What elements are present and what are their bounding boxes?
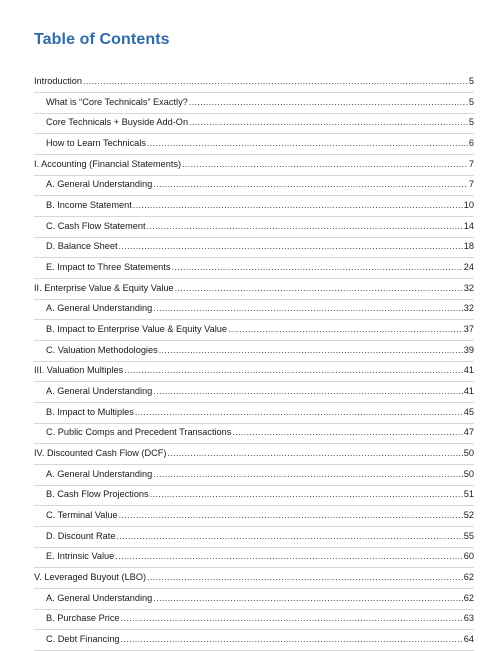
row-divider bbox=[34, 299, 474, 300]
toc-entry-label: E. Impact to Three Statements bbox=[46, 261, 171, 272]
toc-entry-label: A. General Understanding bbox=[46, 179, 153, 190]
row-divider bbox=[34, 485, 474, 486]
toc-entry-page-number: 24 bbox=[463, 261, 474, 272]
toc-entry[interactable] bbox=[46, 593, 474, 607]
toc-entry-page-number: 41 bbox=[463, 365, 474, 376]
toc-entry[interactable] bbox=[46, 200, 474, 214]
row-divider bbox=[34, 237, 474, 238]
toc-entry-page-number: 14 bbox=[463, 220, 474, 231]
toc-entry-page-number: 62 bbox=[463, 571, 474, 582]
row-divider bbox=[34, 567, 474, 568]
dot-leader bbox=[189, 97, 468, 107]
toc-entry[interactable] bbox=[46, 489, 474, 503]
toc-entry-label: C. Public Comps and Precedent Transactions bbox=[46, 427, 232, 438]
toc-entry-label: C. Debt Financing bbox=[46, 633, 120, 644]
row-divider bbox=[34, 629, 474, 630]
row-divider bbox=[34, 216, 474, 217]
toc-entry[interactable] bbox=[46, 303, 474, 317]
dot-leader bbox=[232, 427, 462, 437]
toc-entry-page-number: 18 bbox=[463, 241, 474, 252]
toc-entry-label: E. Intrinsic Value bbox=[46, 551, 115, 562]
toc-entry-label: II. Enterprise Value & Equity Value bbox=[34, 282, 174, 293]
toc-entry[interactable] bbox=[46, 613, 474, 627]
toc-entry[interactable] bbox=[46, 634, 474, 648]
toc-entry[interactable] bbox=[46, 179, 474, 193]
toc-entry-page-number: 10 bbox=[463, 199, 474, 210]
toc-entry-label: A. General Understanding bbox=[46, 303, 153, 314]
row-divider bbox=[34, 423, 474, 424]
toc-entry-label: Core Technicals + Buyside Add-On bbox=[46, 117, 189, 128]
toc-entry-page-number: 64 bbox=[463, 633, 474, 644]
dot-leader bbox=[153, 303, 463, 313]
row-divider bbox=[34, 278, 474, 279]
row-divider bbox=[34, 588, 474, 589]
row-divider bbox=[34, 547, 474, 548]
toc-entry[interactable] bbox=[46, 427, 474, 441]
dot-leader bbox=[121, 634, 463, 644]
dot-leader bbox=[115, 551, 463, 561]
dot-leader bbox=[153, 386, 463, 396]
dot-leader bbox=[83, 76, 468, 86]
dot-leader bbox=[124, 365, 463, 375]
toc-entry[interactable] bbox=[46, 469, 474, 483]
toc-entry-label: B. Impact to Enterprise Value & Equity Value bbox=[46, 323, 227, 334]
toc-entry-page-number: 62 bbox=[463, 592, 474, 603]
row-divider bbox=[34, 154, 474, 155]
toc-entry[interactable] bbox=[46, 531, 474, 545]
dot-leader bbox=[171, 262, 462, 272]
row-divider bbox=[34, 609, 474, 610]
toc-entry-label: B. Purchase Price bbox=[46, 613, 120, 624]
toc-entry-page-number: 60 bbox=[463, 551, 474, 562]
toc-entry-page-number: 37 bbox=[463, 323, 474, 334]
row-divider bbox=[34, 175, 474, 176]
toc-entry-page-number: 41 bbox=[463, 385, 474, 396]
toc-entry-label: B. Cash Flow Projections bbox=[46, 489, 149, 500]
row-divider bbox=[34, 402, 474, 403]
row-divider bbox=[34, 381, 474, 382]
row-divider bbox=[34, 361, 474, 362]
dot-leader bbox=[135, 407, 463, 417]
toc-entry[interactable] bbox=[46, 97, 474, 111]
toc-entry-label: C. Cash Flow Statement bbox=[46, 220, 146, 231]
toc-entry[interactable] bbox=[46, 407, 474, 421]
toc-entry-label: C. Terminal Value bbox=[46, 509, 118, 520]
toc-entry-label: D. Balance Sheet bbox=[46, 241, 118, 252]
toc-entry-label: A. General Understanding bbox=[46, 592, 153, 603]
toc-entry-label: C. Valuation Methodologies bbox=[46, 344, 158, 355]
dot-leader bbox=[153, 469, 463, 479]
dot-leader bbox=[153, 593, 463, 603]
toc-entry[interactable] bbox=[34, 76, 474, 90]
dot-leader bbox=[119, 241, 463, 251]
dot-leader bbox=[167, 448, 462, 458]
toc-entry[interactable] bbox=[46, 221, 474, 235]
dot-leader bbox=[133, 200, 463, 210]
dot-leader bbox=[150, 489, 463, 499]
toc-entry-page-number: 6 bbox=[468, 137, 474, 148]
dot-leader bbox=[121, 613, 463, 623]
toc-entry-page-number: 5 bbox=[468, 76, 474, 86]
dot-leader bbox=[182, 159, 468, 169]
dot-leader bbox=[153, 179, 468, 189]
row-divider bbox=[34, 92, 474, 93]
toc-entry-label: A. General Understanding bbox=[46, 468, 153, 479]
toc-entry[interactable] bbox=[46, 241, 474, 255]
toc-entry-page-number: 32 bbox=[463, 303, 474, 314]
toc-entry-label: III. Valuation Multiples bbox=[34, 365, 124, 376]
toc-entry-label: V. Leveraged Buyout (LBO) bbox=[34, 571, 147, 582]
toc-entry-page-number: 52 bbox=[463, 509, 474, 520]
row-divider bbox=[34, 195, 474, 196]
toc-entry-label: B. Impact to Multiples bbox=[46, 406, 134, 417]
toc-entry-page-number: 63 bbox=[463, 613, 474, 624]
row-divider bbox=[34, 340, 474, 341]
toc-entry-page-number: 47 bbox=[463, 427, 474, 438]
toc-entry-label: IV. Discounted Cash Flow (DCF) bbox=[34, 447, 167, 458]
toc-entry-label: How to Learn Technicals bbox=[46, 137, 146, 148]
toc-entry[interactable] bbox=[46, 262, 474, 276]
toc-entry-page-number: 7 bbox=[468, 158, 474, 169]
toc-entry[interactable] bbox=[46, 510, 474, 524]
row-divider bbox=[34, 257, 474, 258]
dot-leader bbox=[119, 510, 463, 520]
row-divider bbox=[34, 526, 474, 527]
toc-entry[interactable] bbox=[34, 159, 474, 173]
toc-entry[interactable] bbox=[46, 386, 474, 400]
toc-entry-page-number: 51 bbox=[463, 489, 474, 500]
dot-leader bbox=[147, 572, 463, 582]
dot-leader bbox=[116, 531, 462, 541]
toc-entry-label: What is “Core Technicals” Exactly? bbox=[46, 96, 188, 107]
toc-entry-page-number: 45 bbox=[463, 406, 474, 417]
toc-entry[interactable] bbox=[34, 572, 474, 586]
toc-entry-page-number: 5 bbox=[468, 117, 474, 128]
dot-leader bbox=[147, 138, 468, 148]
toc-entry[interactable] bbox=[46, 345, 474, 359]
row-divider bbox=[34, 505, 474, 506]
dot-leader bbox=[228, 324, 463, 334]
toc-entry-page-number: 39 bbox=[463, 344, 474, 355]
toc-entry[interactable] bbox=[46, 117, 474, 131]
dot-leader bbox=[147, 221, 463, 231]
dot-leader bbox=[189, 117, 468, 127]
dot-leader bbox=[175, 283, 463, 293]
toc-entry-label: I. Accounting (Financial Statements) bbox=[34, 158, 182, 169]
toc-entry-page-number: 55 bbox=[463, 530, 474, 541]
toc-entry-page-number: 7 bbox=[468, 179, 474, 190]
toc-entry[interactable] bbox=[46, 324, 474, 338]
row-divider bbox=[34, 133, 474, 134]
toc-entry-label: Introduction bbox=[34, 76, 83, 86]
toc-entry-page-number: 50 bbox=[463, 447, 474, 458]
page-title: Table of Contents bbox=[34, 31, 170, 48]
row-divider bbox=[34, 464, 474, 465]
toc-entry[interactable] bbox=[46, 551, 474, 565]
dot-leader bbox=[159, 345, 463, 355]
toc-entry-page-number: 32 bbox=[463, 282, 474, 293]
toc-entry-page-number: 50 bbox=[463, 468, 474, 479]
toc-entry-page-number: 5 bbox=[468, 96, 474, 107]
row-divider bbox=[34, 443, 474, 444]
toc-entry-label: A. General Understanding bbox=[46, 385, 153, 396]
toc-entry[interactable] bbox=[34, 365, 474, 379]
toc-entry-label: D. Discount Rate bbox=[46, 530, 116, 541]
toc-entry[interactable] bbox=[34, 283, 474, 297]
row-divider bbox=[34, 113, 474, 114]
toc-entry-label: B. Income Statement bbox=[46, 199, 132, 210]
toc-entry[interactable] bbox=[34, 448, 474, 462]
toc-entry[interactable] bbox=[46, 138, 474, 152]
row-divider bbox=[34, 319, 474, 320]
